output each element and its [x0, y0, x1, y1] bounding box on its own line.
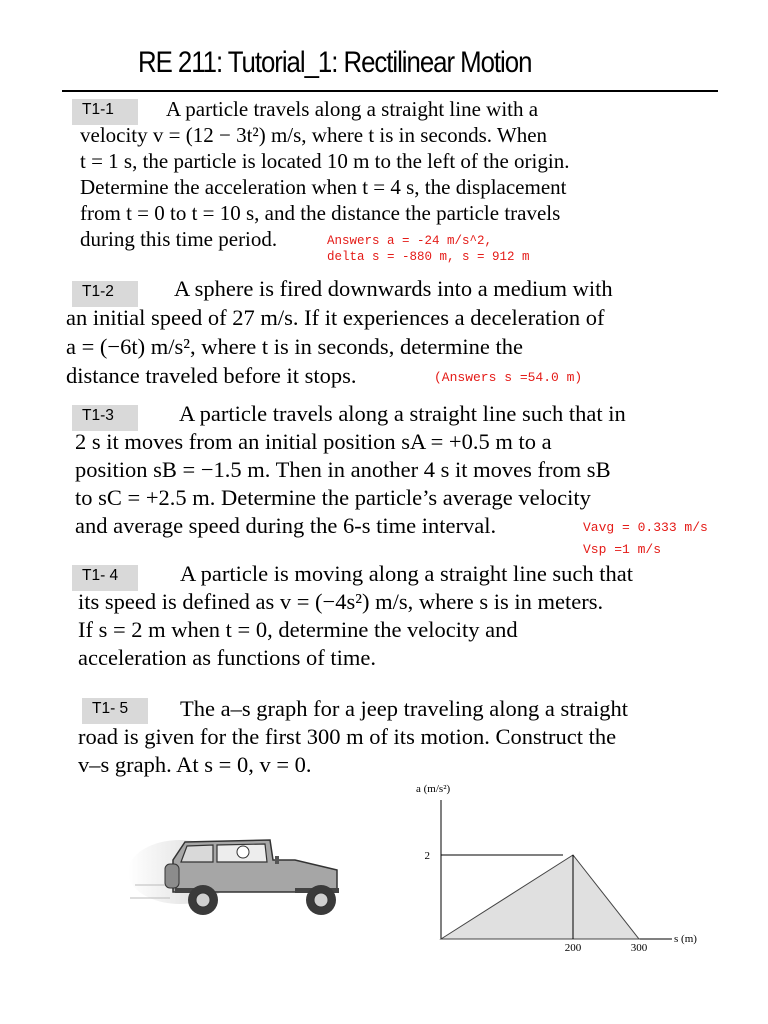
problem-1-text — [80, 96, 665, 252]
problem-1-line: t = 1 s, the particle is located 10 m to the left of the origin. — [80, 149, 570, 173]
title-rule — [62, 90, 718, 92]
problem-2-line: A sphere is fired downwards into a medium with — [174, 276, 613, 301]
x-axis-label: s (m) — [674, 933, 697, 945]
problem-1-line: Determine the acceleration when t = 4 s, the displacement — [80, 175, 567, 199]
problem-1-line: velocity v = (12 − 3t²) m/s, where t is in seconds. When — [80, 123, 548, 147]
problem-4-line: If s = 2 m when t = 0, determine the velocity and — [78, 617, 518, 642]
y-axis-label: a (m/s²) — [416, 783, 451, 795]
problem-3-line: to sC = +2.5 m. Determine the particle’s average velocity — [75, 485, 591, 510]
problem-tag-5: T1- 5 — [82, 698, 148, 724]
problem-2-line: a = (−6t) m/s², where t is in seconds, determine the — [66, 334, 524, 359]
problem-tag-3: T1-3 — [72, 405, 138, 431]
problem-1-line: during this time period. — [80, 227, 278, 251]
area-series — [441, 855, 639, 939]
problem-tag-4: T1- 4 — [72, 565, 138, 591]
y-tick-label: 2 — [424, 850, 430, 862]
x-tick-label: 300 — [630, 942, 648, 954]
problem-2-text — [66, 274, 703, 390]
problem-1-line: from t = 0 to t = 10 s, and the distance the particle travels — [80, 201, 561, 225]
problem-2-line: an initial speed of 27 m/s. If it experiences a deceleration of — [66, 305, 605, 330]
problem-2-answer: (Answers s =54.0 m) — [434, 370, 583, 385]
problem-5-line: road is given for the first 300 m of its motion. Construct the — [78, 724, 617, 749]
problem-5-text — [78, 695, 691, 779]
problem-2-line: distance traveled before it stops. — [66, 363, 357, 388]
problem-tag-1: T1-1 — [72, 99, 138, 125]
answer-line: Vsp =1 m/s — [583, 542, 662, 557]
a-s-graph — [410, 778, 720, 958]
problem-4-line: acceleration as functions of time. — [78, 645, 377, 670]
problem-4-line: its speed is defined as v = (−4s²) m/s, where s is in meters. — [78, 589, 604, 614]
answer-line: Vavg = 0.333 m/s — [583, 520, 708, 535]
problem-3-line: 2 s it moves from an initial position sA = +0.5 m to a — [75, 429, 552, 454]
x-tick-label: 200 — [564, 942, 582, 954]
problem-1-line: A particle travels along a straight line with a — [166, 97, 539, 121]
problem-3-answer — [583, 517, 708, 561]
problem-3-line: position sB = −1.5 m. Then in another 4 s it moves from sB — [75, 457, 611, 482]
page-title: RE 211: Tutorial_1: Rectilinear Motion — [138, 46, 532, 79]
answer-line: Answers a = -24 m/s^2, — [327, 234, 493, 248]
problem-4-line: A particle is moving along a straight line such that — [180, 561, 634, 586]
problem-5-line: v–s graph. At s = 0, v = 0. — [78, 752, 312, 777]
problem-tag-2: T1-2 — [72, 281, 138, 307]
problem-4-text — [78, 560, 701, 672]
problem-3-line: and average speed during the 6-s time interval. — [75, 513, 497, 538]
problem-3-line: A particle travels along a straight line such that in — [179, 401, 626, 426]
problem-1-answer — [327, 233, 530, 265]
jeep-illustration — [125, 830, 350, 920]
answer-line: delta s = -880 m, s = 912 m — [327, 250, 530, 264]
problem-5-line: The a–s graph for a jeep traveling along a straight — [180, 696, 628, 721]
